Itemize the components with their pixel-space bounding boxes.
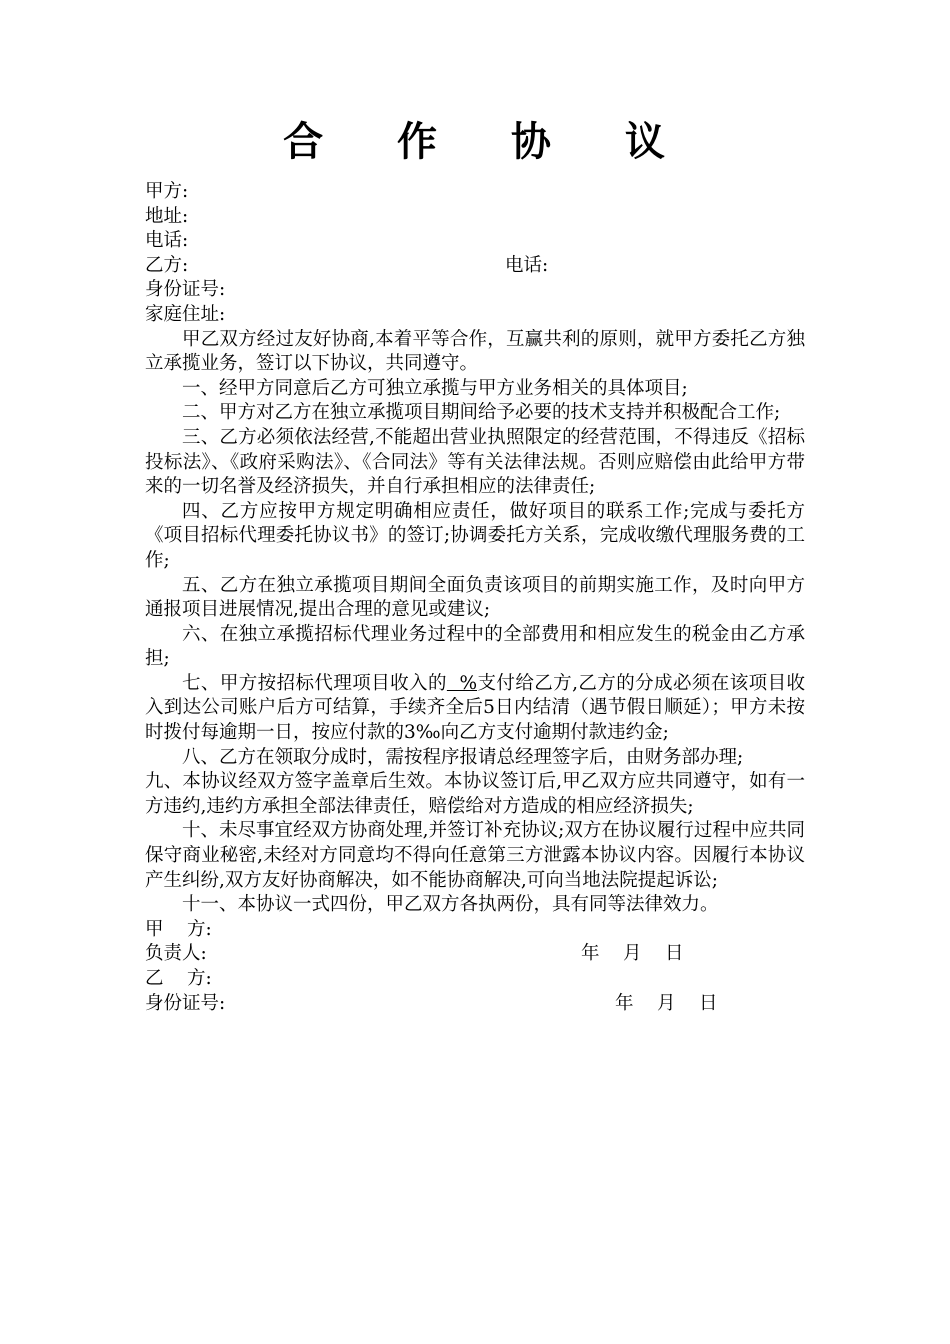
signature-responsible-row bbox=[145, 942, 805, 967]
agreement-page bbox=[145, 118, 805, 1016]
id-number-label: 身份证号: bbox=[145, 279, 226, 301]
intro-paragraph: 甲乙双方经过友好协商,本着平等合作，互赢共利的原则，就甲方委托乙方独立承揽业务，签订以下协议，共同遵守。 bbox=[145, 328, 805, 375]
clause-8: 八、乙方在领取分成时，需按程序报请总经理签字后，由财务部办理; bbox=[182, 746, 744, 768]
clause-10: 十、未尽事宜经双方协商处理,并签订补充协议;双方在协议履行过程中应共同保守商业秘密,未经对方同意均不得向任意第三方泄露本协议内容。因履行本协议产生纠纷,双方友好协商解决，如不能协商解决,可向当地法院提起诉讼; bbox=[145, 820, 805, 891]
clause-6: 六、在独立承揽招标代理业务过程中的全部费用和相应发生的税金由乙方承担; bbox=[145, 623, 805, 670]
address-label: 地址: bbox=[145, 205, 189, 227]
signature-id-label: 身份证号: bbox=[145, 992, 226, 1014]
clause-7-post: 支付给乙方,乙方的分成必须在该项目收入到达公司账户后方可结算，手续齐全后5日内结清（遇节假日顺延）；甲方未按时拨付每逾期一日，按应付款的3‰向乙方支付逾期付款违约金; bbox=[145, 672, 805, 744]
party-a-label: 甲方: bbox=[145, 181, 189, 202]
signature-id-row bbox=[145, 992, 805, 1017]
clause-1: 一、经甲方同意后乙方可独立承揽与甲方业务相关的具体项目; bbox=[182, 377, 688, 399]
clause-9: 九、本协议经双方签字盖章后生效。本协议签订后,甲乙双方应共同遵守，如有一方违约,违约方承担全部法律责任，赔偿给对方造成的相应经济损失; bbox=[145, 771, 805, 817]
clause-3: 三、乙方必须依法经营,不能超出营业执照限定的经营范围，不得违反《招标投标法》、《政府采购法》、《合同法》等有关法律法规。否则应赔偿由此给甲方带来的一切名誉及经济损失，并自行承担相应的法律责任; bbox=[145, 426, 805, 498]
party-b-label: 乙方: bbox=[145, 254, 189, 276]
clause-11: 十一、本协议一式四份，甲乙双方各执两份，具有同等法律效力。 bbox=[182, 894, 719, 916]
clause-7-percent-blank: % bbox=[446, 672, 478, 694]
page-title: 合 作 协 议 bbox=[283, 118, 695, 165]
home-address-label: 家庭住址: bbox=[145, 303, 226, 325]
clause-7 bbox=[145, 672, 805, 746]
party-b-phone-label: 电话: bbox=[505, 254, 549, 276]
signature-responsible-label: 负责人: bbox=[145, 943, 207, 965]
party-b-row bbox=[145, 254, 805, 279]
signature-party-b-label: 乙 方: bbox=[145, 968, 212, 989]
signature-party-a-label: 甲 方: bbox=[145, 918, 212, 940]
signature-date-b: 年 月 日 bbox=[615, 992, 718, 1014]
clause-2: 二、甲方对乙方在独立承揽项目期间给予必要的技术支持并积极配合工作; bbox=[182, 402, 781, 424]
phone-label: 电话: bbox=[145, 230, 189, 252]
signature-party-a bbox=[145, 918, 805, 943]
signature-party-b bbox=[145, 967, 805, 992]
clause-4: 四、乙方应按甲方规定明确相应责任，做好项目的联系工作;完成与委托方《项目招标代理委托协议书》的签订;协调委托方关系，完成收缴代理服务费的工作; bbox=[145, 500, 805, 571]
clause-5: 五、乙方在独立承揽项目期间全面负责该项目的前期实施工作，及时向甲方通报项目进展情况,提出合理的意见或建议; bbox=[145, 574, 805, 621]
signature-date-a: 年 月 日 bbox=[581, 943, 684, 965]
clause-7-pre: 七、甲方按招标代理项目收入的 bbox=[182, 672, 447, 694]
